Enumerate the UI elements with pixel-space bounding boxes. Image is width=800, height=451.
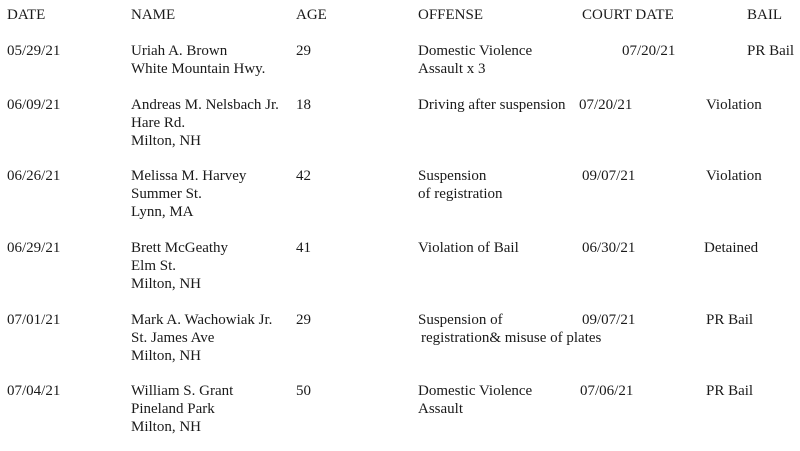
- row-5-court-date: 09/07/21: [582, 312, 636, 328]
- row-5-name-line-3: Milton, NH: [131, 348, 202, 364]
- row-5-age: 29: [296, 312, 311, 328]
- row-6-name-line-3: Milton, NH: [131, 419, 202, 435]
- row-3-offense-line-2: of registration: [418, 186, 503, 202]
- header-bail: BAIL: [747, 7, 782, 23]
- header-offense: OFFENSE: [418, 7, 484, 23]
- row-3-name: [131, 167, 246, 221]
- row-5-name-line-1: Mark A. Wachowiak Jr.: [131, 312, 273, 328]
- row-2-name-line-3: Milton, NH: [131, 133, 202, 149]
- row-3-age: 42: [296, 168, 311, 184]
- row-5-date: 07/01/21: [7, 312, 61, 328]
- row-3-bail: Violation: [706, 168, 762, 184]
- row-4-name-line-1: Brett McGeathy: [131, 240, 229, 256]
- row-4-date: 06/29/21: [7, 240, 61, 256]
- row-6-offense-line-2: Assault: [418, 401, 463, 417]
- row-2-court-date: 07/20/21: [579, 97, 633, 113]
- row-4-offense: [418, 239, 519, 257]
- row-3-offense: [418, 167, 503, 203]
- row-6-offense-line-1: Domestic Violence: [418, 383, 533, 399]
- row-4-name: [131, 239, 228, 293]
- row-4-offense-line-1: Violation of Bail: [418, 240, 519, 256]
- row-6-name-line-2: Pineland Park: [131, 401, 215, 417]
- header-court-date: COURT DATE: [582, 7, 674, 23]
- row-1-name-line-1: Uriah A. Brown: [131, 43, 228, 59]
- header-age: AGE: [296, 7, 327, 23]
- row-4-name-line-3: Milton, NH: [131, 276, 202, 292]
- row-2-date: 06/09/21: [7, 97, 61, 113]
- row-3-court-date: 09/07/21: [582, 168, 636, 184]
- row-4-court-date: 06/30/21: [582, 240, 636, 256]
- header-date: DATE: [7, 7, 46, 23]
- row-2-name-line-1: Andreas M. Nelsbach Jr.: [131, 97, 279, 113]
- row-6-age: 50: [296, 383, 311, 399]
- row-1-court-date: 07/20/21: [622, 43, 676, 59]
- row-3-offense-line-1: Suspension: [418, 168, 487, 184]
- row-1-age: 29: [296, 43, 311, 59]
- row-5-offense: [418, 311, 601, 347]
- row-2-age: 18: [296, 97, 311, 113]
- row-4-name-line-2: Elm St.: [131, 258, 177, 274]
- row-4-bail: Detained: [704, 240, 759, 256]
- row-1-date: 05/29/21: [7, 43, 61, 59]
- row-5-offense-line-1: Suspension of: [418, 312, 503, 328]
- row-6-name-line-1: William S. Grant: [131, 383, 234, 399]
- header-name: NAME: [131, 7, 176, 23]
- row-2-bail: Violation: [706, 97, 762, 113]
- row-2-offense: [418, 96, 565, 114]
- row-1-offense: [418, 42, 532, 78]
- row-1-bail: PR Bail: [747, 43, 795, 59]
- row-6-name: [131, 382, 233, 436]
- row-6-court-date: 07/06/21: [580, 383, 634, 399]
- row-3-date: 06/26/21: [7, 168, 61, 184]
- row-1-offense-line-1: Domestic Violence: [418, 43, 533, 59]
- row-3-name-line-2: Summer St.: [131, 186, 202, 202]
- row-4-age: 41: [296, 240, 311, 256]
- row-2-offense-line-1: Driving after suspension: [418, 97, 566, 113]
- row-6-offense: [418, 382, 532, 418]
- row-3-name-line-1: Melissa M. Harvey: [131, 168, 247, 184]
- row-1-name: [131, 42, 265, 78]
- row-1-name-line-2: White Mountain Hwy.: [131, 61, 266, 77]
- row-3-name-line-3: Lynn, MA: [131, 204, 194, 220]
- row-6-date: 07/04/21: [7, 383, 61, 399]
- row-2-name-line-2: Hare Rd.: [131, 115, 186, 131]
- row-5-offense-line-2: registration& misuse of plates: [421, 330, 602, 346]
- row-5-name: [131, 311, 272, 365]
- row-5-bail: PR Bail: [706, 312, 754, 328]
- row-1-offense-line-2: Assault x 3: [418, 61, 486, 77]
- row-5-name-line-2: St. James Ave: [131, 330, 215, 346]
- row-2-name: [131, 96, 279, 150]
- row-6-bail: PR Bail: [706, 383, 754, 399]
